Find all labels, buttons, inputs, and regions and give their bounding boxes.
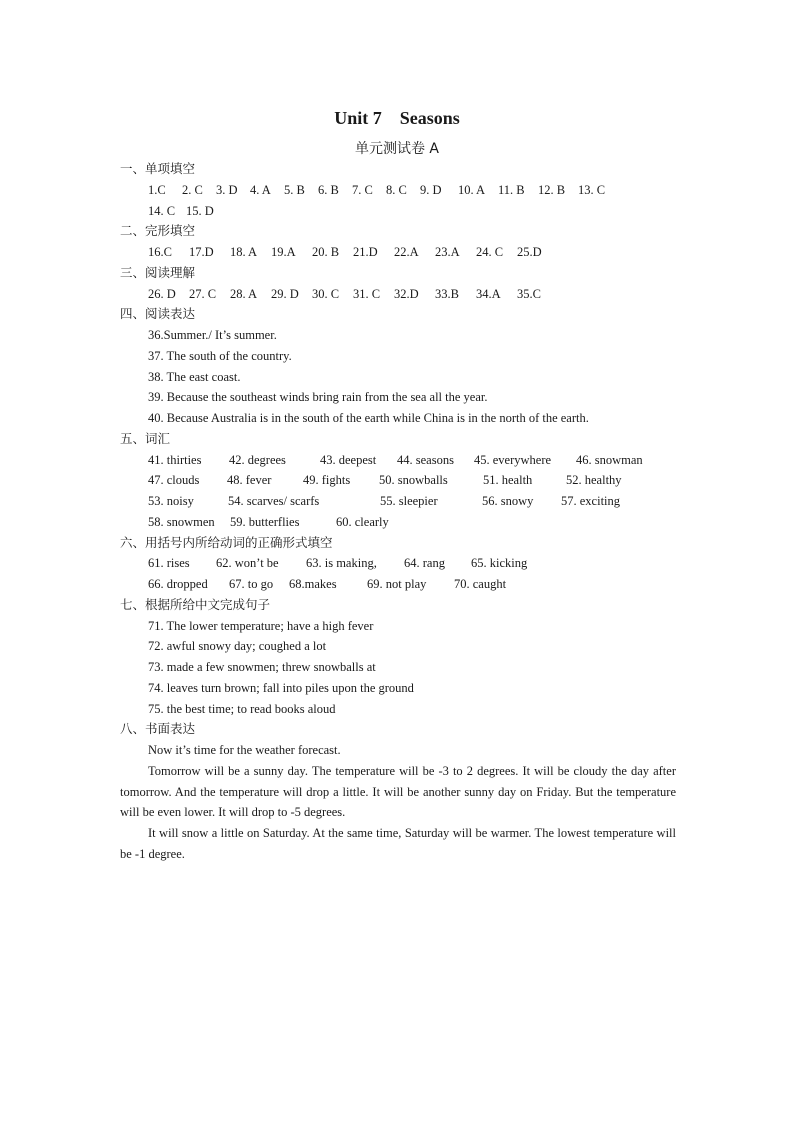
answer-item: 53. noisy bbox=[148, 494, 194, 508]
answer-item: 28. A bbox=[230, 286, 258, 301]
answer-row bbox=[120, 242, 676, 263]
answer-item: 59. butterflies bbox=[230, 514, 300, 529]
answer-item: 31. C bbox=[353, 286, 381, 301]
section-heading-8: 八、书面表达 bbox=[120, 721, 196, 737]
answer-item: 60. clearly bbox=[336, 514, 389, 529]
answer-item: 21.D bbox=[353, 245, 378, 259]
answer-item: 34.A bbox=[476, 286, 501, 301]
answer-item: 6. B bbox=[318, 182, 339, 197]
answer-item: 45. everywhere bbox=[474, 452, 552, 467]
answer-item: 27. C bbox=[189, 286, 217, 301]
answer-item: 24. C bbox=[476, 245, 504, 259]
answer-line: 73. made a few snowmen; threw snowballs at bbox=[148, 660, 376, 674]
section-heading-2: 二、完形填空 bbox=[120, 223, 196, 239]
answer-item: 19.A bbox=[271, 245, 296, 259]
answer-item: 64. rang bbox=[404, 556, 445, 571]
answer-row bbox=[120, 201, 676, 222]
answer-row bbox=[120, 553, 676, 574]
section-heading-4: 四、阅读表达 bbox=[120, 306, 196, 322]
answer-item: 8. C bbox=[386, 182, 407, 197]
answer-item: 62. won’t be bbox=[216, 556, 279, 571]
answer-item: 63. is making, bbox=[306, 556, 377, 571]
answer-item: 12. B bbox=[538, 182, 566, 197]
answer-item: 23.A bbox=[435, 245, 460, 259]
answer-item: 42. degrees bbox=[229, 452, 286, 467]
answer-item: 7. C bbox=[352, 182, 373, 197]
answer-row bbox=[120, 491, 676, 512]
answer-line: 39. Because the southeast winds bring rain from the sea all the year. bbox=[148, 390, 488, 405]
answer-item: 51. health bbox=[483, 473, 533, 488]
answer-item: 16.C bbox=[148, 245, 172, 259]
answer-row bbox=[120, 450, 676, 471]
section-heading-6: 六、用括号内所给动词的正确形式填空 bbox=[120, 534, 333, 550]
answer-item: 15. D bbox=[186, 203, 214, 218]
answer-item: 14. C bbox=[148, 203, 176, 218]
answer-item: 26. D bbox=[148, 286, 176, 301]
answer-item: 10. A bbox=[458, 182, 486, 197]
answer-row bbox=[120, 284, 676, 305]
answer-item: 58. snowmen bbox=[148, 514, 215, 529]
answer-item: 25.D bbox=[517, 245, 542, 259]
answer-item: 20. B bbox=[312, 245, 340, 259]
answer-item: 33.B bbox=[435, 286, 459, 301]
answer-item: 44. seasons bbox=[397, 452, 454, 467]
answer-item: 55. sleepier bbox=[380, 494, 438, 508]
answer-line: 36.Summer./ It’s summer. bbox=[148, 328, 277, 342]
answer-item: 1.C bbox=[148, 182, 166, 197]
answer-item: 30. C bbox=[312, 286, 340, 301]
answer-line: 71. The lower temperature; have a high fever bbox=[148, 618, 374, 633]
page-subtitle: 单元测试卷 A bbox=[354, 141, 440, 157]
answer-item: 65. kicking bbox=[471, 556, 528, 571]
answer-item: 49. fights bbox=[303, 473, 351, 488]
answer-item: 35.C bbox=[517, 286, 541, 301]
essay-paragraph-1: Tomorrow will be a sunny day. The temperature will be -3 to 2 degrees. It will be cloudy the day after tomorrow. And the temperature will drop a little. It will be another sunny day on Friday. But the temperature will be even lower. It will drop to -5 degrees. bbox=[120, 763, 676, 820]
answer-item: 4. A bbox=[250, 182, 271, 197]
section-heading-5: 五、词汇 bbox=[120, 430, 171, 446]
answer-item: 66. dropped bbox=[148, 577, 208, 591]
answer-item: 47. clouds bbox=[148, 473, 200, 488]
section-heading-1: 一、单项填空 bbox=[120, 161, 196, 176]
answer-item: 70. caught bbox=[454, 577, 507, 591]
answer-item: 57. exciting bbox=[561, 494, 621, 508]
answer-item: 56. snowy bbox=[482, 494, 534, 508]
answer-row bbox=[120, 574, 676, 595]
answer-item: 43. deepest bbox=[320, 452, 377, 467]
answer-line: 38. The east coast. bbox=[148, 369, 241, 384]
answer-item: 32.D bbox=[394, 286, 419, 301]
essay-paragraph-2: It will snow a little on Saturday. At the same time, Saturday will be warmer. The lowest temperature will be -1 degree. bbox=[120, 826, 676, 861]
answer-item: 13. C bbox=[578, 182, 606, 197]
answer-line: 74. leaves turn brown; fall into piles upon the ground bbox=[148, 680, 414, 695]
answer-row bbox=[120, 180, 676, 201]
answer-line: 75. the best time; to read books aloud bbox=[148, 701, 336, 716]
answer-item: 52. healthy bbox=[566, 473, 622, 488]
answer-item: 41. thirties bbox=[148, 452, 202, 467]
answer-item: 50. snowballs bbox=[379, 473, 448, 488]
answer-item: 9. D bbox=[420, 182, 442, 197]
answer-content bbox=[120, 159, 676, 865]
answer-item: 67. to go bbox=[229, 577, 274, 591]
answer-line: 72. awful snowy day; coughed a lot bbox=[148, 639, 327, 654]
answer-item: 68.makes bbox=[289, 577, 337, 591]
answer-item: 11. B bbox=[498, 182, 525, 197]
answer-line: 40. Because Australia is in the south of the earth while China is in the north of the earth. bbox=[148, 411, 589, 425]
answer-item: 61. rises bbox=[148, 556, 190, 571]
answer-item: 2. C bbox=[182, 182, 203, 197]
section-heading-7: 七、根据所给中文完成句子 bbox=[120, 596, 271, 612]
answer-item: 46. snowman bbox=[576, 452, 643, 467]
answer-item: 5. B bbox=[284, 182, 305, 197]
answer-row bbox=[120, 512, 676, 533]
answer-item: 22.A bbox=[394, 245, 419, 259]
answer-item: 29. D bbox=[271, 286, 299, 301]
section-heading-3: 三、阅读理解 bbox=[120, 264, 196, 280]
answer-line: 37. The south of the country. bbox=[148, 348, 292, 363]
answer-item: 54. scarves/ scarfs bbox=[228, 494, 320, 508]
answer-item: 17.D bbox=[189, 245, 214, 259]
answer-item: 3. D bbox=[216, 182, 238, 197]
answer-item: 69. not play bbox=[367, 577, 427, 591]
answer-row bbox=[120, 470, 676, 491]
answer-item: 18. A bbox=[230, 245, 258, 259]
answer-item: 48. fever bbox=[227, 473, 272, 488]
page-title: Unit 7 Seasons bbox=[334, 108, 460, 128]
essay-intro: Now it’s time for the weather forecast. bbox=[148, 743, 341, 757]
